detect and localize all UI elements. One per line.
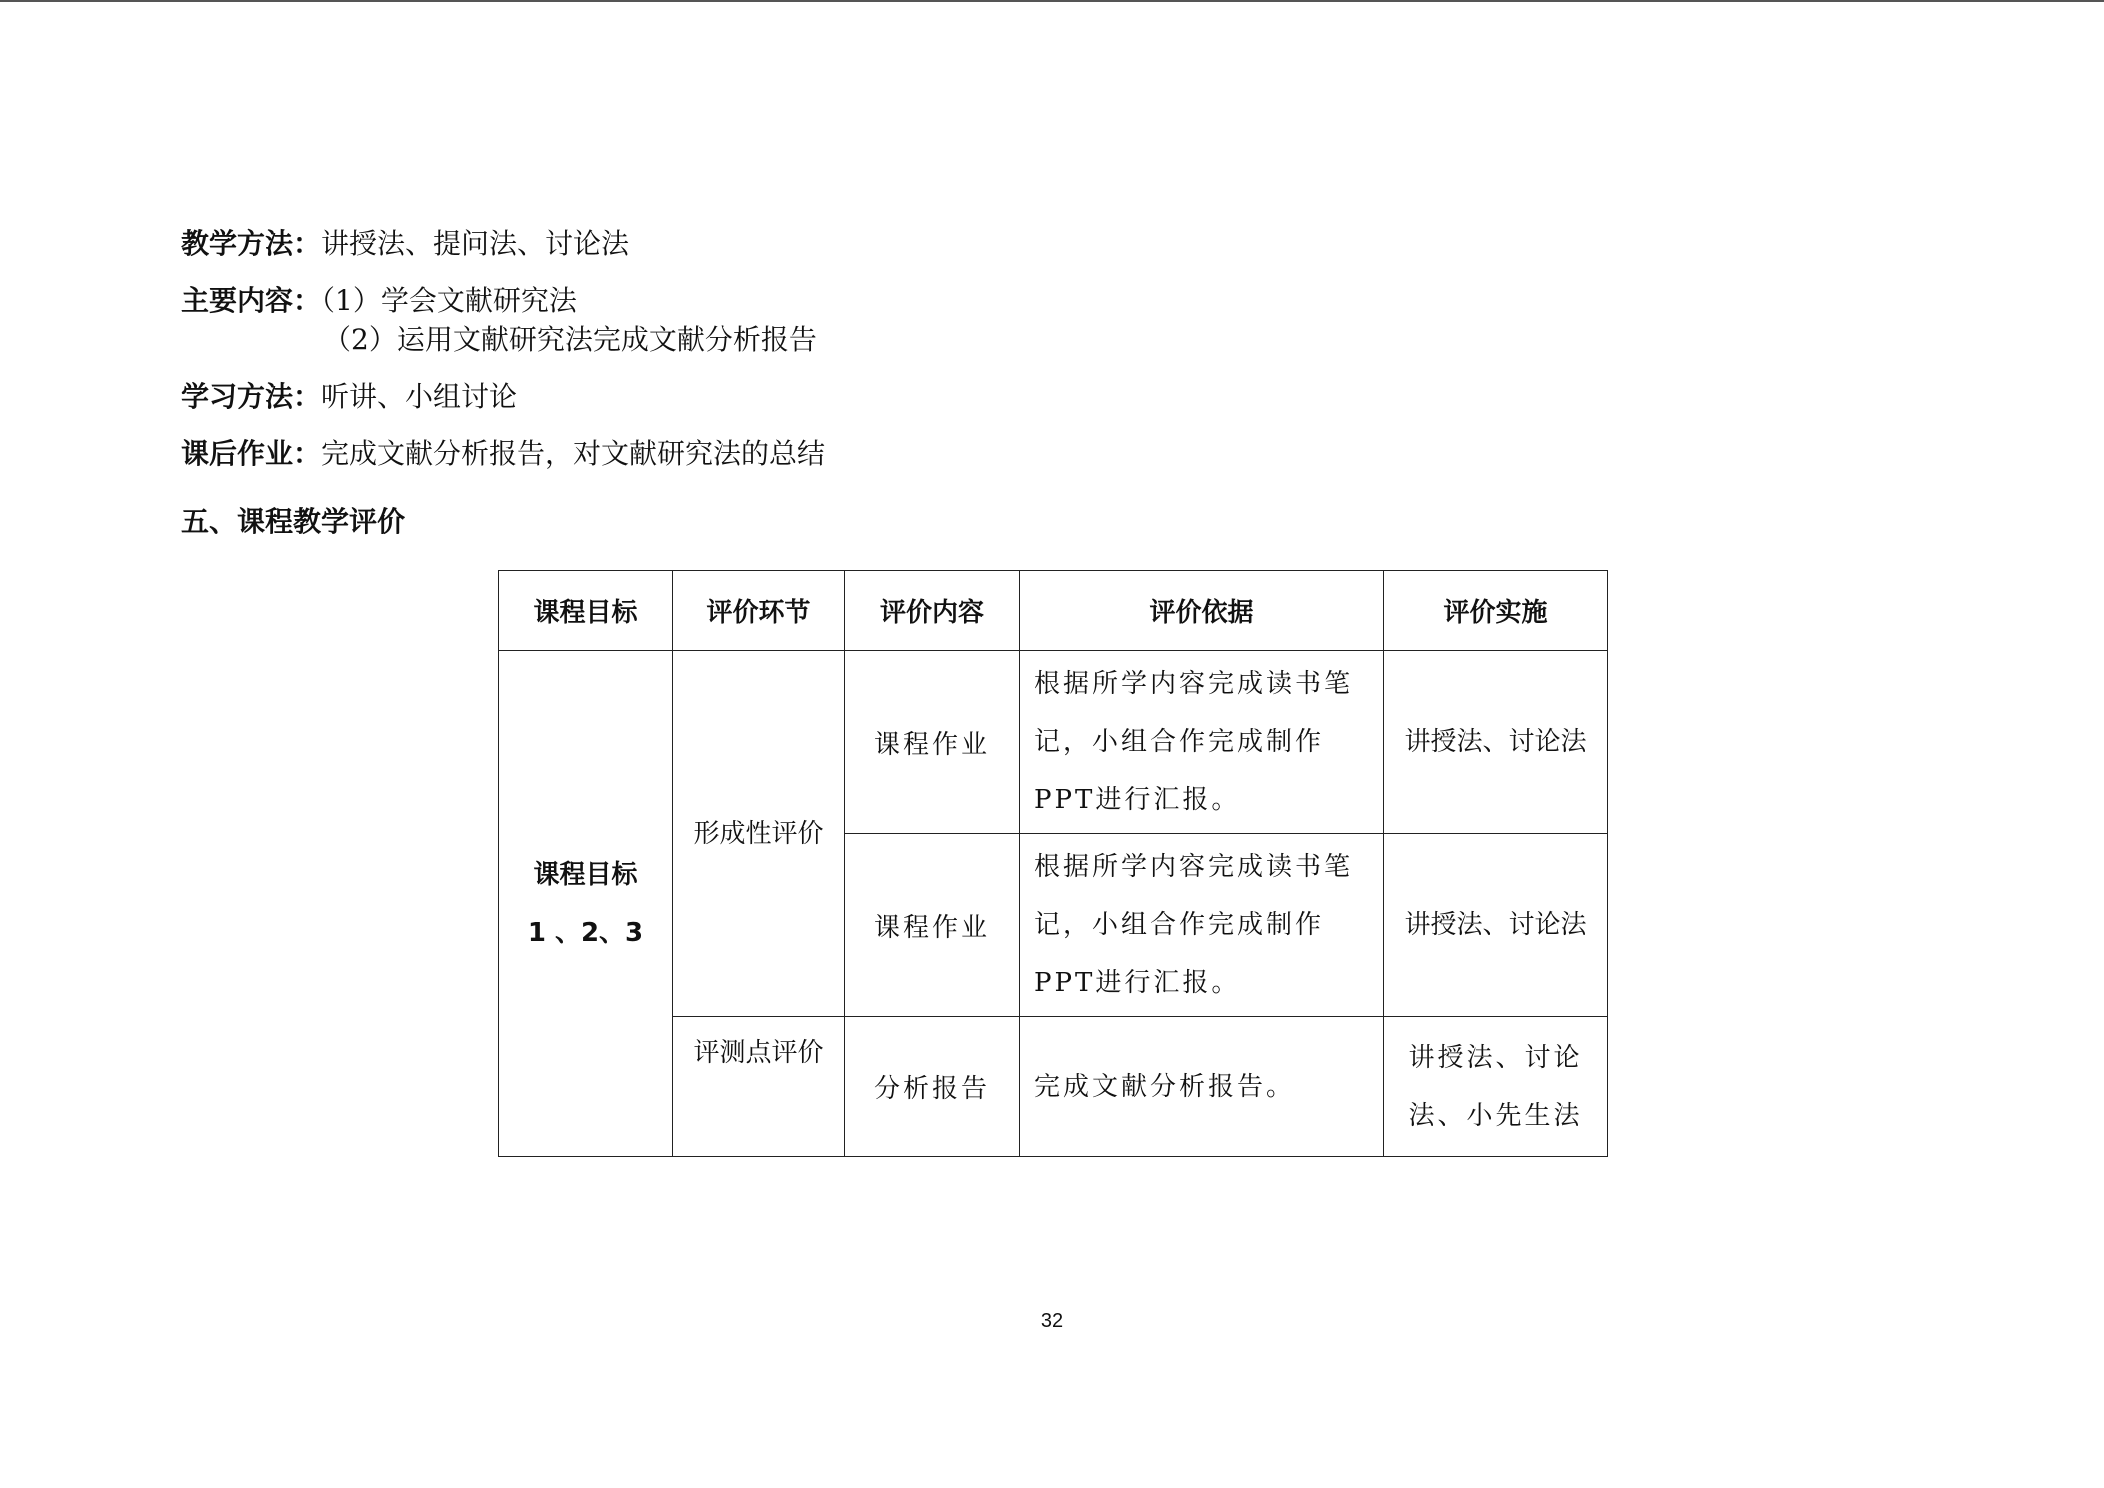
main-content-item-1: （1）学会文献研究法	[321, 284, 577, 317]
main-content-item-2: （2）运用文献研究法完成文献分析报告	[323, 323, 817, 356]
header-eval-content: 评价内容	[845, 571, 1020, 651]
course-goal-text: 课程目标 1 、2、3	[527, 859, 644, 948]
stage-formative-cell: 形成性评价	[673, 651, 845, 1017]
main-content-line-2	[323, 320, 817, 360]
implementation-cell: 讲授法、讨论法	[1384, 834, 1608, 1017]
header-eval-stage: 评价环节	[673, 571, 845, 651]
homework-text: 完成文献分析报告，对文献研究法的总结	[321, 437, 826, 470]
table-header-row	[499, 571, 1608, 651]
homework-line	[181, 434, 825, 474]
section-heading: 五、课程教学评价	[181, 505, 406, 538]
course-goal-cell	[499, 651, 673, 1157]
header-eval-basis: 评价依据	[1020, 571, 1384, 651]
basis-cell: 根据所学内容完成读书笔记，小组合作完成制作PPT进行汇报。	[1020, 651, 1384, 834]
table-row	[499, 651, 1608, 834]
homework-label: 课后作业：	[181, 437, 322, 470]
teaching-methods-line	[181, 224, 629, 264]
header-course-goal: 课程目标	[499, 571, 673, 651]
implementation-text: 讲授法、讨论法、小先生法	[1408, 1042, 1583, 1131]
top-border-line	[0, 0, 2104, 2]
content-cell: 课程作业	[845, 834, 1020, 1017]
content-cell: 课程作业	[845, 651, 1020, 834]
teaching-methods-label: 教学方法：	[181, 227, 322, 260]
implementation-cell: 讲授法、讨论法	[1384, 651, 1608, 834]
basis-cell: 根据所学内容完成读书笔记，小组合作完成制作PPT进行汇报。	[1020, 834, 1384, 1017]
content-cell: 分析报告	[845, 1017, 1020, 1157]
study-methods-text: 听讲、小组讨论	[321, 380, 518, 413]
study-methods-line	[181, 377, 517, 417]
main-content-line	[181, 281, 577, 321]
evaluation-table	[498, 570, 1608, 1157]
main-content-label: 主要内容：	[181, 284, 322, 317]
basis-cell: 完成文献分析报告。	[1020, 1017, 1384, 1157]
study-methods-label: 学习方法：	[181, 380, 322, 413]
implementation-cell	[1384, 1017, 1608, 1157]
teaching-methods-text: 讲授法、提问法、讨论法	[321, 227, 630, 260]
header-eval-implementation: 评价实施	[1384, 571, 1608, 651]
stage-checkpoint-cell: 评测点评价	[673, 1017, 845, 1157]
page-number: 32	[1040, 1310, 1064, 1332]
